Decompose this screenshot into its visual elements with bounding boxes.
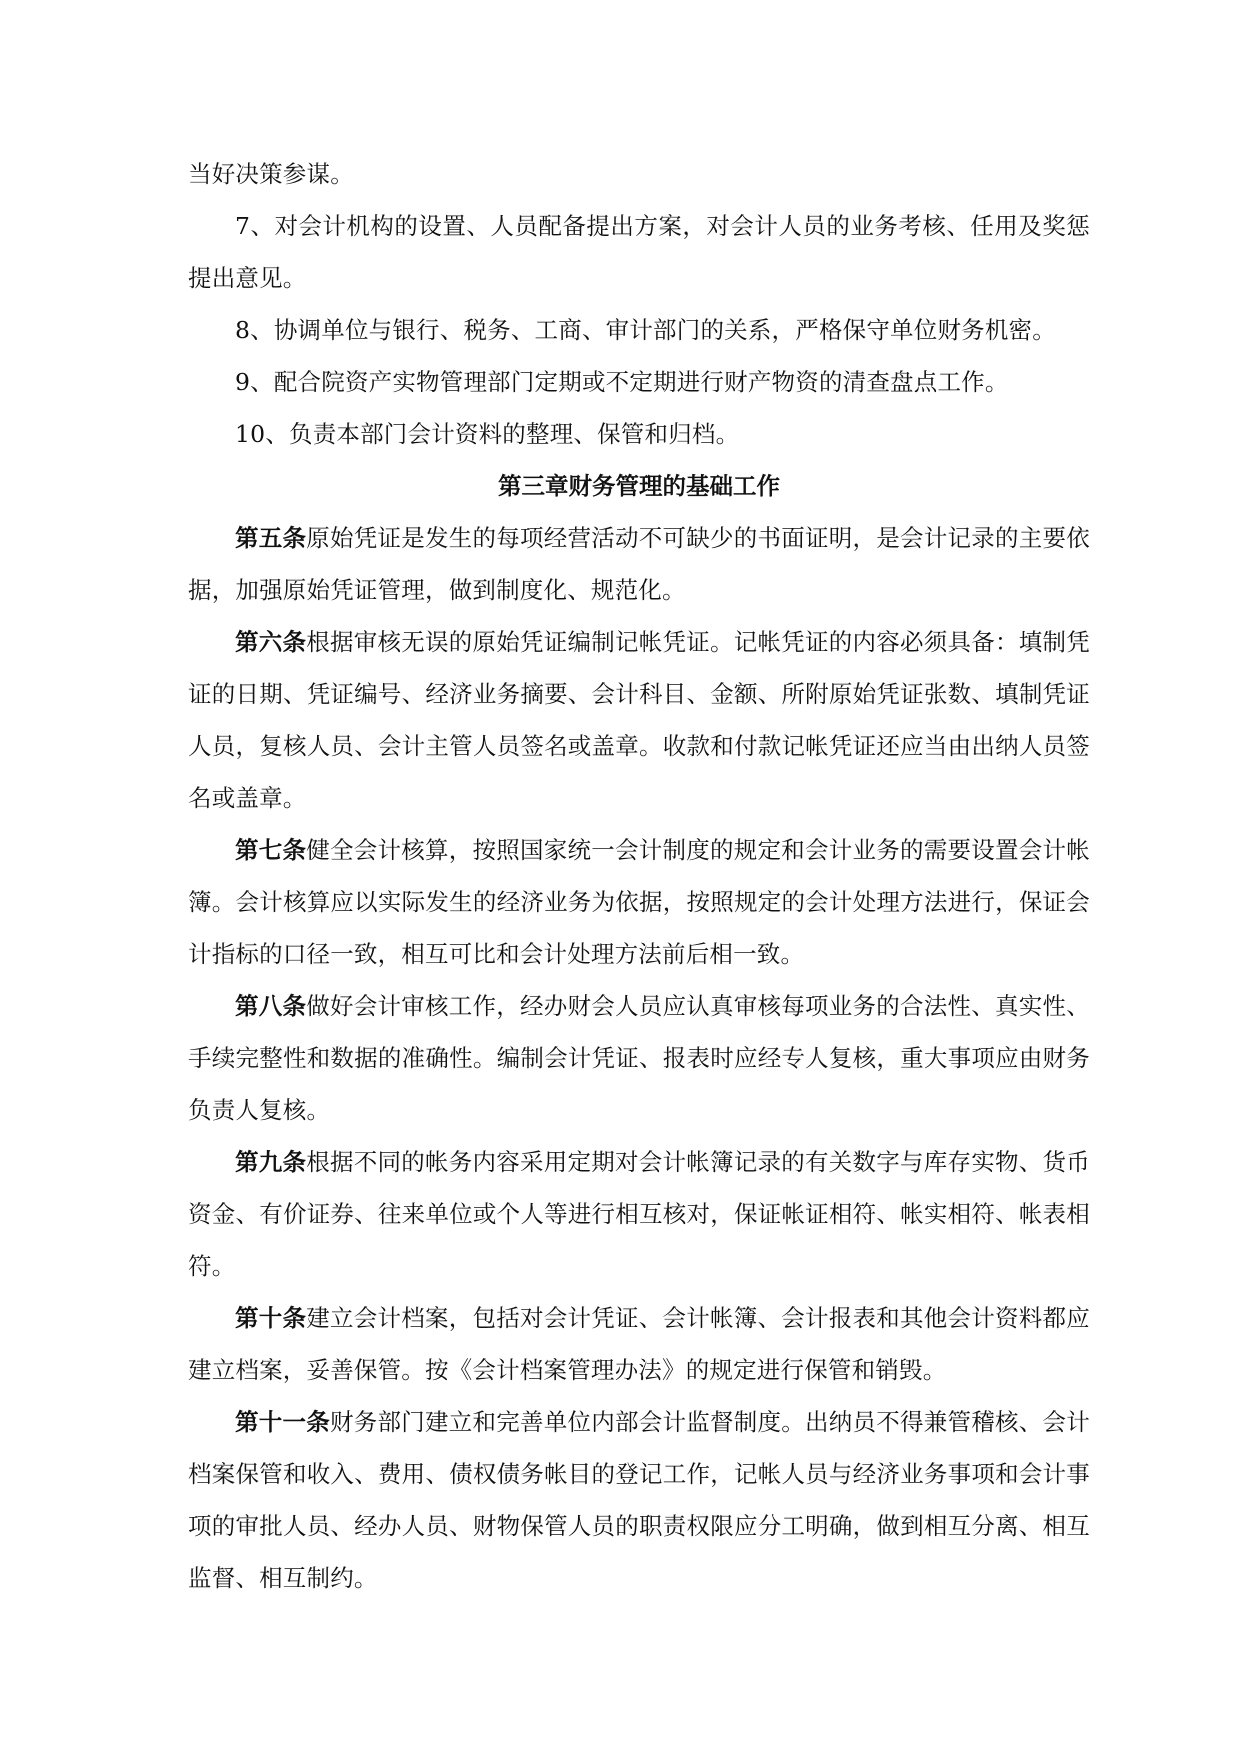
- article-text: 原始凭证是发生的每项经营活动不可缺少的书面证明，是会计记录的主要依据，加强原始凭证管理，做到制度化、规范化。: [188, 524, 1090, 604]
- article-8: [188, 980, 1090, 1136]
- article-text: 根据不同的帐务内容采用定期对会计帐簿记录的有关数字与库存实物、货币资金、有价证券、往来单位或个人等进行相互核对，保证帐证相符、帐实相符、帐表相符。: [188, 1148, 1090, 1280]
- continuation-text: 当好决策参谋。: [188, 160, 354, 188]
- article-text: 财务部门建立和完善单位内部会计监督制度。出纳员不得兼管稽核、会计档案保管和收入、费用、债权债务帐目的登记工作，记帐人员与经济业务事项和会计事项的审批人员、经办人员、财物保管人员的职责权限应分工明确，做到相互分离、相互监督、相互制约。: [188, 1408, 1090, 1592]
- list-item: 8、协调单位与银行、税务、工商、审计部门的关系，严格保守单位财务机密。: [235, 316, 1056, 344]
- article-text: 根据审核无误的原始凭证编制记帐凭证。记帐凭证的内容必须具备：填制凭证的日期、凭证编号、经济业务摘要、会计科目、金额、所附原始凭证张数、填制凭证人员，复核人员、会计主管人员签名或盖章。收款和付款记帐凭证还应当由出纳人员签名或盖章。: [188, 628, 1090, 812]
- list-item: 10、负责本部门会计资料的整理、保管和归档。: [235, 420, 740, 448]
- list-item: 9、配合院资产实物管理部门定期或不定期进行财产物资的清查盘点工作。: [235, 368, 1009, 396]
- article-6: [188, 616, 1090, 824]
- article-label: 第八条: [235, 992, 307, 1020]
- article-label: 第五条: [235, 524, 307, 552]
- list-item: 7、对会计机构的设置、人员配备提出方案，对会计人员的业务考核、任用及奖惩提出意见。: [188, 212, 1090, 292]
- document-body: [188, 148, 1090, 1604]
- article-label: 第十一条: [235, 1408, 331, 1436]
- article-5: [188, 512, 1090, 616]
- article-text: 健全会计核算，按照国家统一会计制度的规定和会计业务的需要设置会计帐簿。会计核算应以实际发生的经济业务为依据，按照规定的会计处理方法进行，保证会计指标的口径一致，相互可比和会计处理方法前后相一致。: [188, 836, 1090, 968]
- article-label: 第九条: [235, 1148, 307, 1176]
- article-label: 第十条: [235, 1304, 307, 1332]
- article-7: [188, 824, 1090, 980]
- article-11: [188, 1396, 1090, 1604]
- duty-list: [188, 200, 1090, 460]
- article-label: 第七条: [235, 836, 307, 864]
- article-9: [188, 1136, 1090, 1292]
- article-text: 做好会计审核工作，经办财会人员应认真审核每项业务的合法性、真实性、手续完整性和数据的准确性。编制会计凭证、报表时应经专人复核，重大事项应由财务负责人复核。: [188, 992, 1090, 1124]
- article-text: 建立会计档案，包括对会计凭证、会计帐簿、会计报表和其他会计资料都应建立档案，妥善保管。按《会计档案管理办法》的规定进行保管和销毁。: [188, 1304, 1090, 1384]
- article-10: [188, 1292, 1090, 1396]
- article-label: 第六条: [235, 628, 307, 656]
- chapter-title: 第三章财务管理的基础工作: [498, 472, 780, 500]
